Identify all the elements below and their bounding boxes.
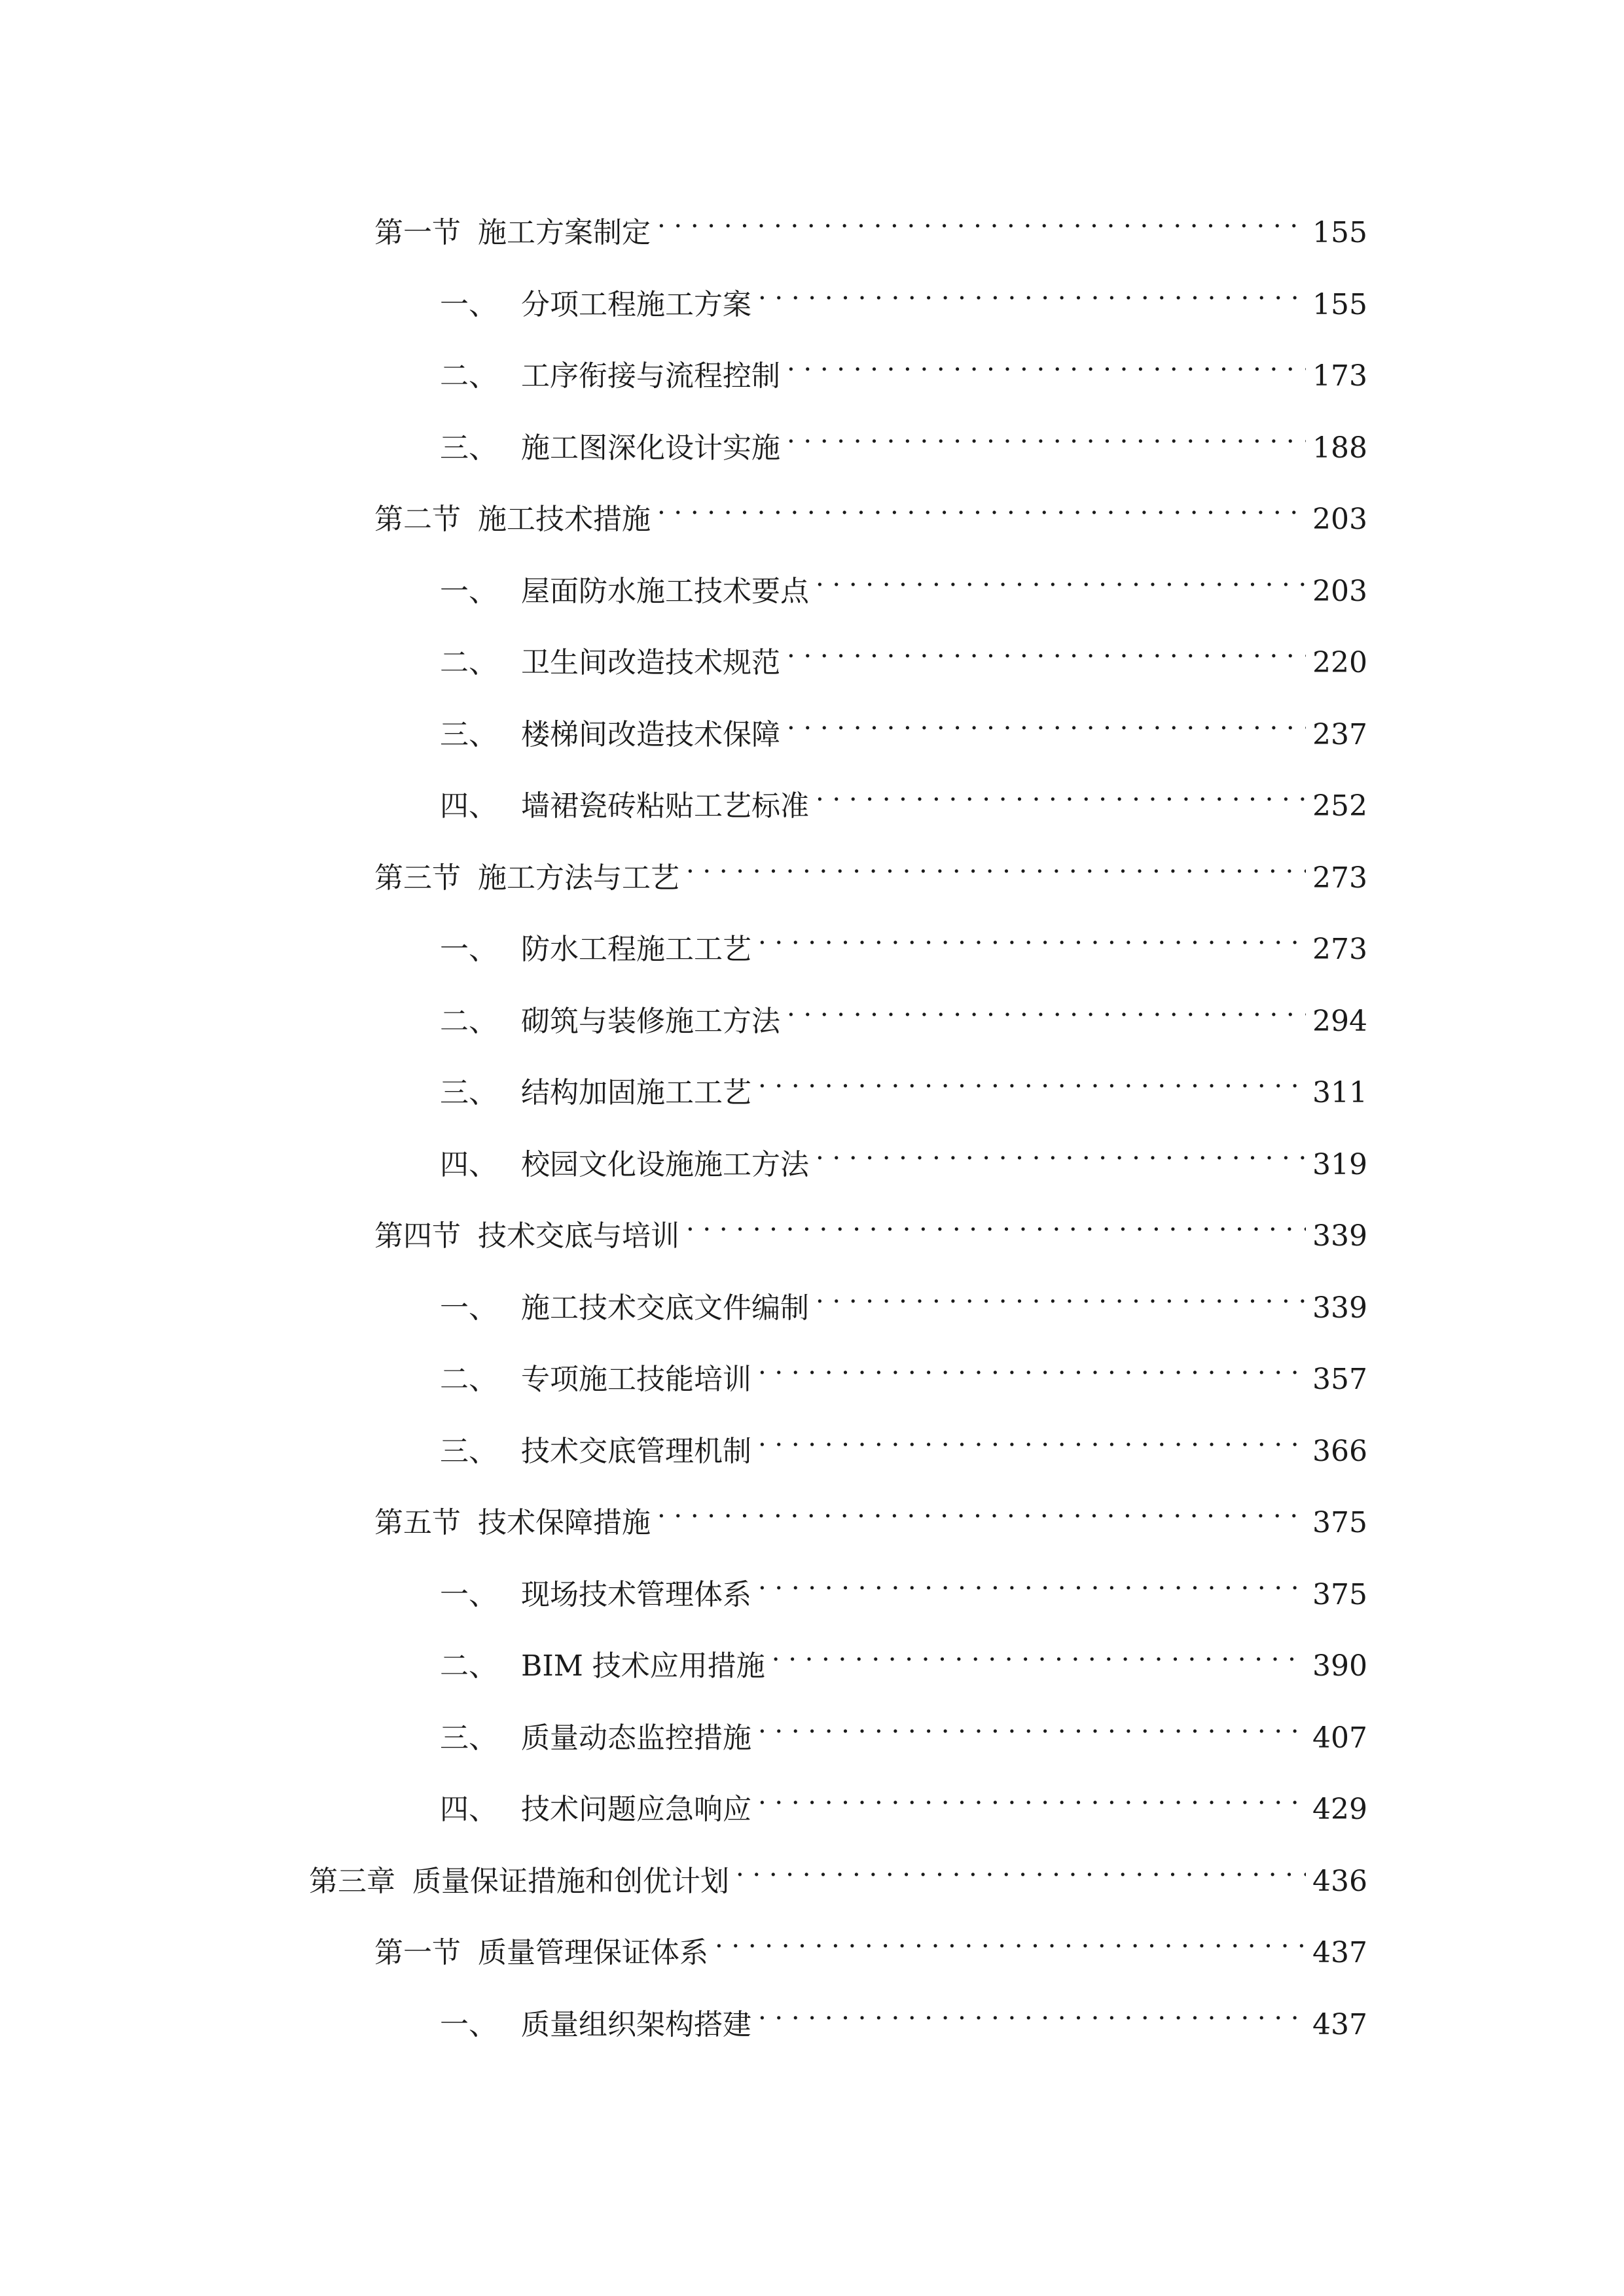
toc-entry[interactable]: [440, 410, 1367, 465]
toc-entry-number: 二、: [440, 359, 497, 393]
toc-entry-title: 技术交底与培训: [478, 1219, 679, 1253]
dot-leader: [758, 1055, 1306, 1102]
toc-entry[interactable]: [374, 1915, 1367, 1969]
toc-entry-page: 273: [1312, 861, 1367, 895]
dot-leader: [657, 482, 1306, 529]
dot-leader: [816, 554, 1306, 601]
dot-leader: [736, 1844, 1306, 1891]
toc-entry-number: 二、: [440, 646, 497, 679]
toc-entry[interactable]: [440, 1342, 1367, 1396]
toc-entry-title: 质量组织架构搭建: [521, 2008, 751, 2041]
toc-entry[interactable]: [374, 840, 1367, 895]
dot-leader: [816, 768, 1306, 816]
toc-entry-page: 311: [1312, 1076, 1367, 1109]
toc-entry[interactable]: [374, 195, 1367, 249]
dot-leader: [686, 1198, 1306, 1246]
toc-entry-page: 390: [1312, 1649, 1367, 1683]
dot-leader: [758, 1414, 1306, 1461]
toc-entry-title: BIM 技术应用措施: [521, 1649, 765, 1683]
dot-leader: [686, 840, 1306, 888]
toc-entry-page: 173: [1312, 359, 1367, 393]
toc-entry-title: 现场技术管理体系: [521, 1578, 751, 1611]
toc-entry-number: 三、: [440, 1721, 497, 1755]
toc-entry[interactable]: [440, 1414, 1367, 1468]
dot-leader: [657, 195, 1306, 242]
toc-entry-title: 技术问题应急响应: [521, 1793, 751, 1826]
toc-entry-title: 防水工程施工工艺: [521, 933, 751, 966]
toc-entry[interactable]: [440, 1557, 1367, 1611]
toc-entry-page: 375: [1312, 1578, 1367, 1611]
toc-entry-title: 卫生间改造技术规范: [521, 646, 780, 679]
dot-leader: [787, 697, 1306, 744]
dot-leader: [715, 1915, 1306, 1962]
toc-entry-number: 第一节: [374, 1936, 461, 1969]
toc-entry-title: 施工方法与工艺: [478, 861, 679, 895]
toc-entry-page: 252: [1312, 789, 1367, 823]
toc-entry-number: 一、: [440, 1291, 497, 1325]
toc-entry-page: 437: [1312, 1936, 1367, 1969]
toc-entry-title: 施工技术交底文件编制: [521, 1291, 809, 1325]
toc-entry-number: 一、: [440, 575, 497, 608]
toc-entry-page: 237: [1312, 718, 1367, 751]
toc-entry-page: 407: [1312, 1721, 1367, 1755]
toc-entry[interactable]: [440, 1628, 1367, 1683]
toc-entry[interactable]: [440, 1127, 1367, 1181]
dot-leader: [758, 1700, 1306, 1748]
toc-entry-page: 273: [1312, 933, 1367, 966]
toc-entry-number: 三、: [440, 718, 497, 751]
dot-leader: [758, 1772, 1306, 1819]
toc-entry-page: 319: [1312, 1148, 1367, 1181]
toc-entry[interactable]: [440, 768, 1367, 823]
toc-entry-number: 一、: [440, 1578, 497, 1611]
toc-entry[interactable]: [440, 1055, 1367, 1109]
toc-entry-number: 四、: [440, 1793, 497, 1826]
toc-entry-number: 第三章: [309, 1865, 395, 1898]
toc-entry-title: 质量管理保证体系: [478, 1936, 708, 1969]
toc-entry-number: 四、: [440, 789, 497, 823]
toc-entry[interactable]: [440, 267, 1367, 321]
dot-leader: [758, 1342, 1306, 1389]
toc-entry-page: 203: [1312, 575, 1367, 608]
dot-leader: [816, 1270, 1306, 1318]
toc-entry-number: 二、: [440, 1363, 497, 1396]
toc-entry-title: 楼梯间改造技术保障: [521, 718, 780, 751]
toc-entry-page: 155: [1312, 216, 1367, 249]
toc-entry[interactable]: [440, 1270, 1367, 1325]
dot-leader: [758, 267, 1306, 314]
toc-entry-title: 墙裙瓷砖粘贴工艺标准: [521, 789, 809, 823]
dot-leader: [657, 1485, 1306, 1532]
toc-entry-number: 第三节: [374, 861, 461, 895]
dot-leader: [787, 984, 1306, 1031]
toc-entry-number: 三、: [440, 1435, 497, 1468]
dot-leader: [816, 1127, 1306, 1174]
toc-entry-number: 三、: [440, 1076, 497, 1109]
toc-entry-title: 技术交底管理机制: [521, 1435, 751, 1468]
toc-entry-number: 第二节: [374, 503, 461, 536]
toc-entry[interactable]: [440, 1987, 1367, 2041]
toc-entry[interactable]: [440, 912, 1367, 966]
toc-entry-page: 375: [1312, 1506, 1367, 1539]
toc-entry[interactable]: [309, 1844, 1367, 1898]
dot-leader: [787, 625, 1306, 672]
toc-entry-page: 357: [1312, 1363, 1367, 1396]
dot-leader: [787, 338, 1306, 386]
toc-entry-page: 429: [1312, 1793, 1367, 1826]
toc-entry-number: 一、: [440, 933, 497, 966]
dot-leader: [758, 1557, 1306, 1604]
toc-entry-title: 施工方案制定: [478, 216, 651, 249]
toc-entry-page: 294: [1312, 1005, 1367, 1038]
toc-entry-title: 技术保障措施: [478, 1506, 651, 1539]
toc-entry-page: 339: [1312, 1219, 1367, 1253]
toc-entry[interactable]: [440, 1700, 1367, 1755]
toc-entry[interactable]: [440, 984, 1367, 1038]
toc-entry-page: 436: [1312, 1865, 1367, 1898]
toc-entry[interactable]: [374, 1198, 1367, 1253]
toc-entry-title: 分项工程施工方案: [521, 288, 751, 321]
toc-entry-title: 质量动态监控措施: [521, 1721, 751, 1755]
toc-entry-title: 结构加固施工工艺: [521, 1076, 751, 1109]
toc-entry-title: 专项施工技能培训: [521, 1363, 751, 1396]
toc-entry-title: 施工技术措施: [478, 503, 651, 536]
toc-entry-title: 施工图深化设计实施: [521, 431, 780, 465]
toc-entry-title: 校园文化设施施工方法: [521, 1148, 809, 1181]
toc-entry-number: 四、: [440, 1148, 497, 1181]
toc-entry[interactable]: [440, 1772, 1367, 1826]
toc-entry-page: 203: [1312, 503, 1367, 536]
toc-entry[interactable]: [374, 482, 1367, 536]
toc-entry-page: 366: [1312, 1435, 1367, 1468]
toc-entry-page: 437: [1312, 2008, 1367, 2041]
toc-entry-page: 220: [1312, 646, 1367, 679]
toc-entry-page: 188: [1312, 431, 1367, 465]
toc-entry-number: 二、: [440, 1649, 497, 1683]
toc-entry[interactable]: [440, 697, 1367, 751]
toc-entry[interactable]: [374, 1485, 1367, 1539]
toc-entry-title: 屋面防水施工技术要点: [521, 575, 809, 608]
toc-entry[interactable]: [440, 625, 1367, 679]
toc-entry-number: 一、: [440, 2008, 497, 2041]
toc-entry-number: 第五节: [374, 1506, 461, 1539]
toc-entry-page: 339: [1312, 1291, 1367, 1325]
toc-entry-number: 三、: [440, 431, 497, 465]
toc-entry-title: 工序衔接与流程控制: [521, 359, 780, 393]
dot-leader: [758, 912, 1306, 959]
toc-entry[interactable]: [440, 554, 1367, 608]
dot-leader: [772, 1628, 1306, 1676]
toc-entry-title: 质量保证措施和创优计划: [412, 1865, 729, 1898]
toc-entry[interactable]: [440, 338, 1367, 393]
toc-entry-number: 第一节: [374, 216, 461, 249]
toc-entry-title: 砌筑与装修施工方法: [521, 1005, 780, 1038]
toc-entry-number: 二、: [440, 1005, 497, 1038]
toc-entry-number: 一、: [440, 288, 497, 321]
toc-entry-page: 155: [1312, 288, 1367, 321]
toc-entry-number: 第四节: [374, 1219, 461, 1253]
dot-leader: [787, 410, 1306, 457]
dot-leader: [758, 1987, 1306, 2034]
